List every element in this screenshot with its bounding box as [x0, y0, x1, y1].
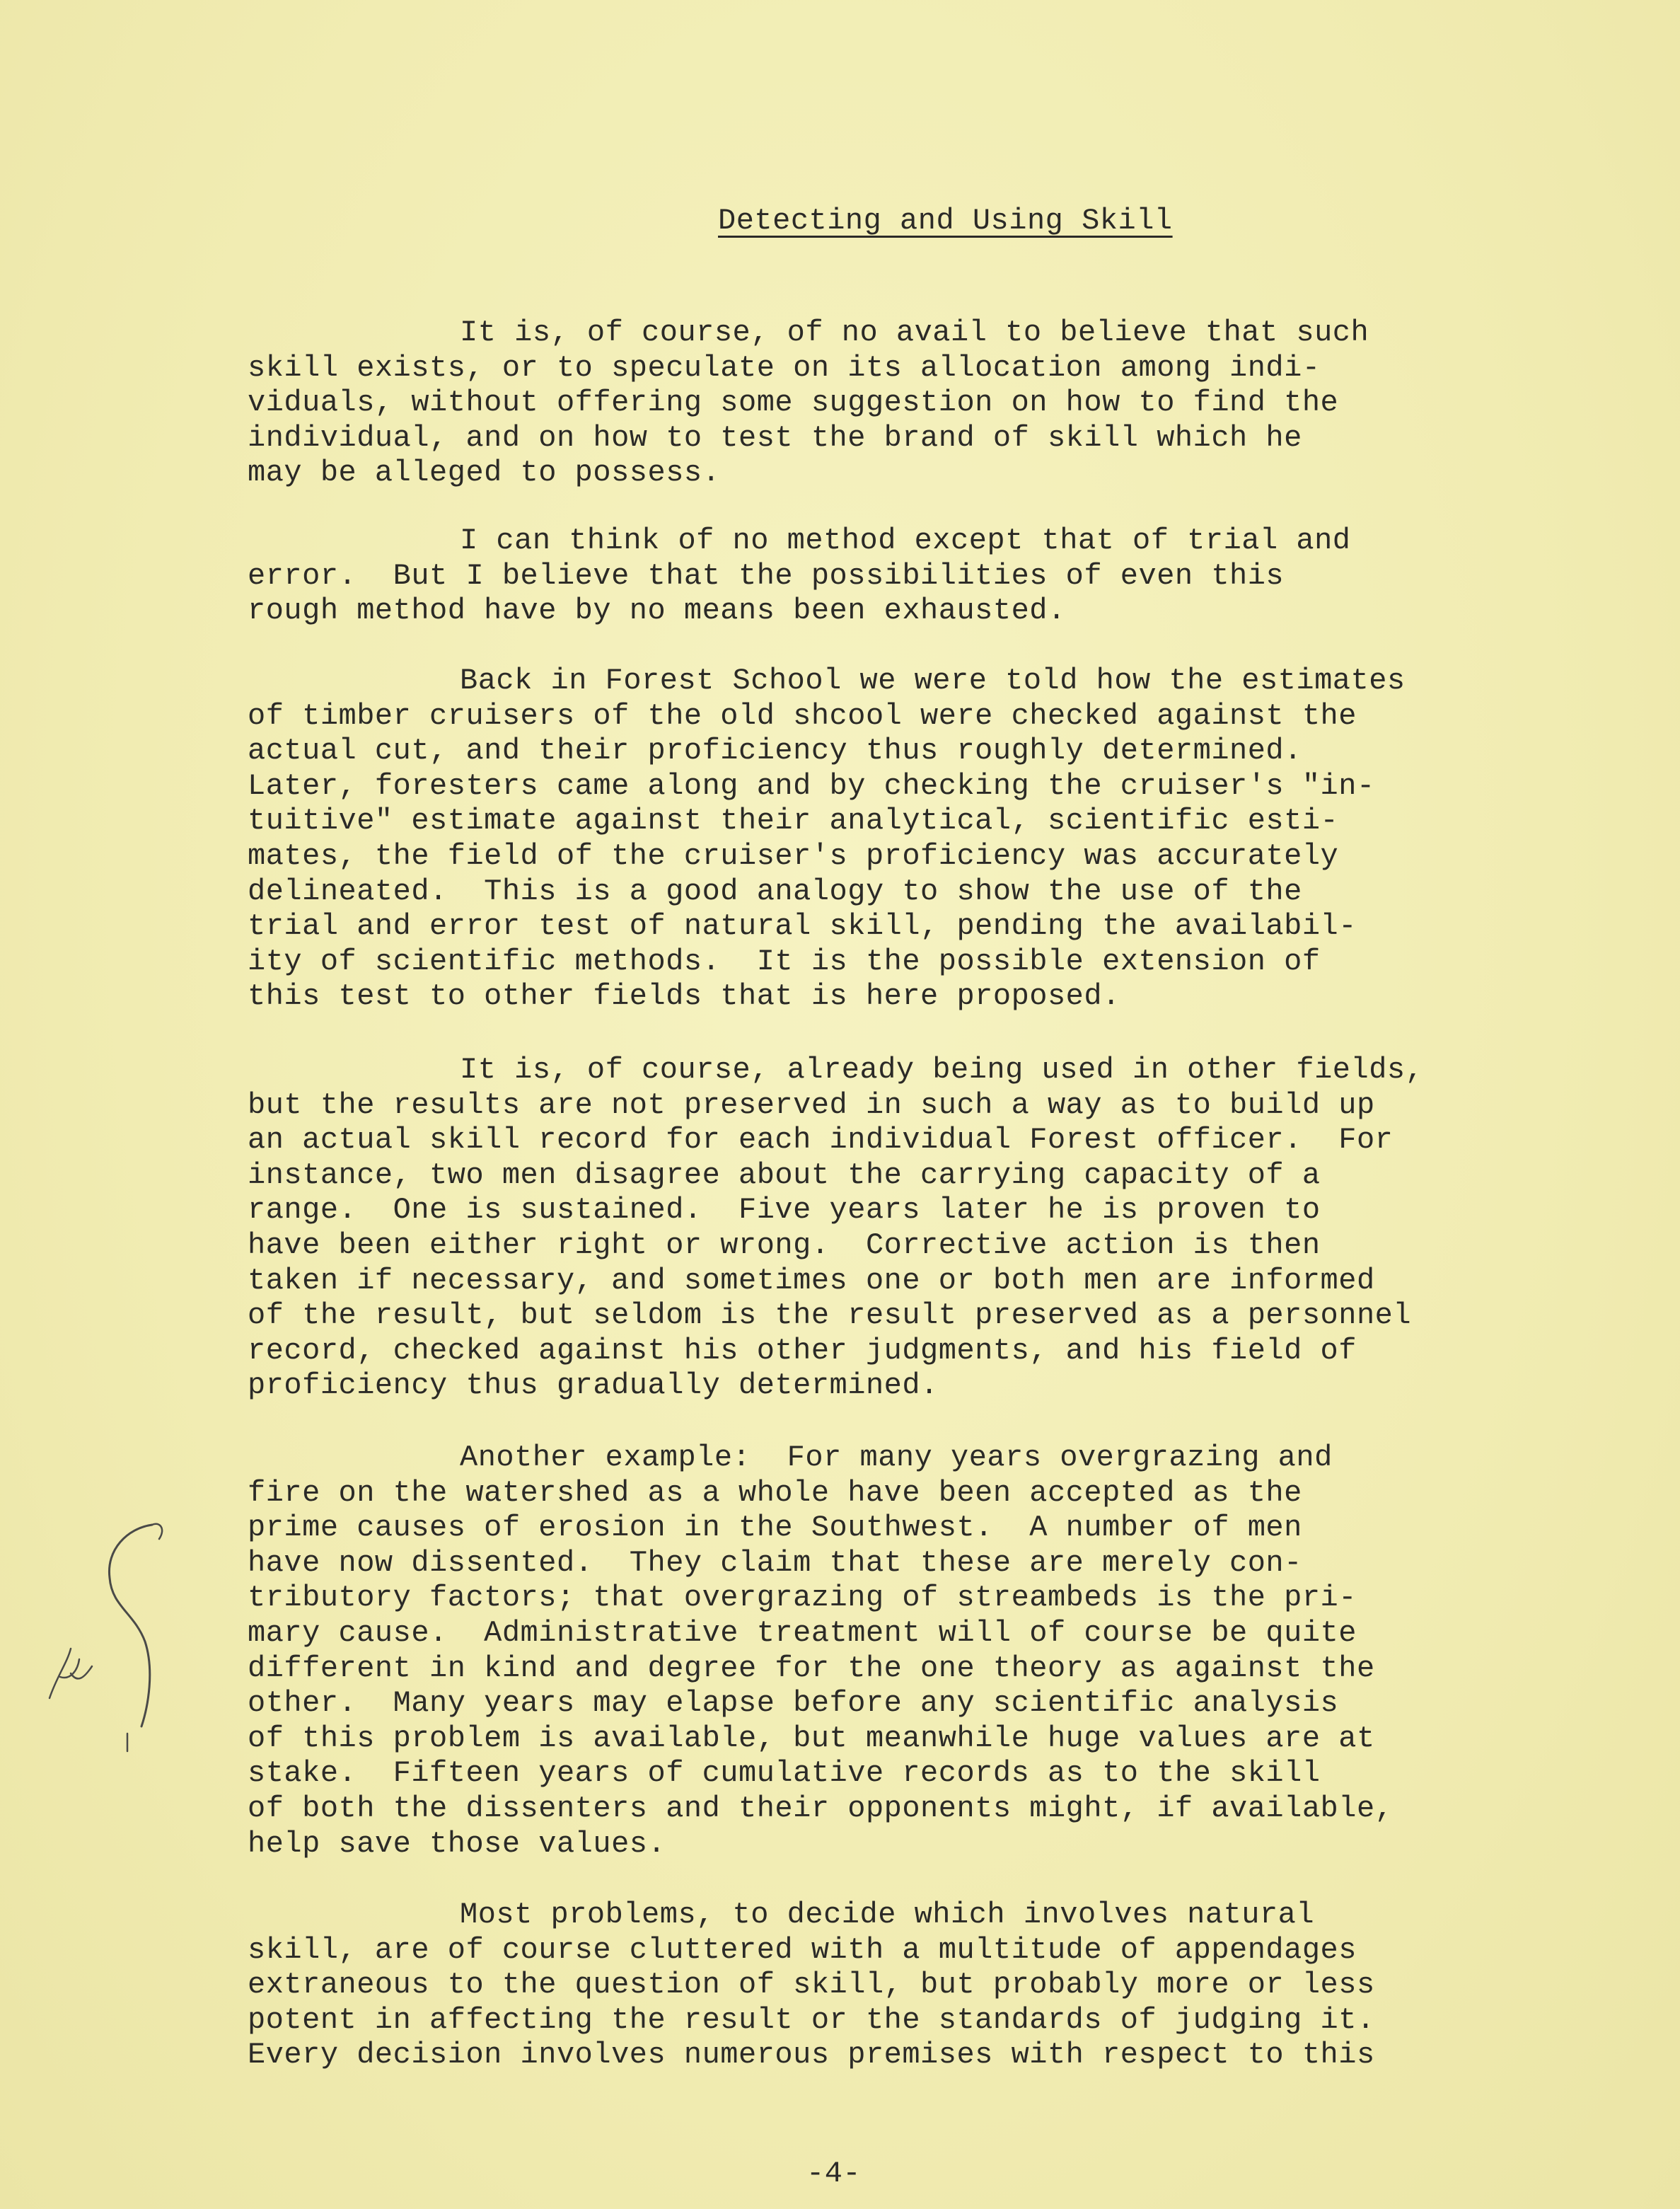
text-line: this test to other fields that is here proposed.	[248, 979, 1120, 1014]
text-line: of this problem is available, but meanwhile huge values are at	[248, 1721, 1375, 1755]
text-line: tributory factors; that overgrazing of streambeds is the pri-	[248, 1581, 1357, 1615]
text-line: Later, foresters came along and by checking the cruiser's "in-	[248, 768, 1375, 803]
text-line: range. One is sustained. Five years later he is proven to	[248, 1193, 1321, 1228]
paragraph-4	[248, 1053, 1606, 1404]
text-line: record, checked against his other judgments, and his field of	[248, 1333, 1357, 1368]
handwritten-margin-mark	[28, 1500, 198, 1755]
text-line: fire on the watershed as a whole have been accepted as the	[248, 1475, 1302, 1510]
text-line: but the results are not preserved in such a way as to build up	[248, 1088, 1375, 1122]
text-line: error. But I believe that the possibilities of even this	[248, 558, 1285, 593]
text-line: It is, of course, already being used in other fields,	[460, 1053, 1424, 1087]
text-line: mates, the field of the cruiser's proficiency was accurately	[248, 838, 1339, 873]
text-line: instance, two men disagree about the carrying capacity of a	[248, 1158, 1321, 1192]
text-line: rough method have by no means been exhausted.	[248, 594, 1066, 628]
text-line: an actual skill record for each individual Forest officer. For	[248, 1123, 1394, 1158]
text-line: I can think of no method except that of trial and	[460, 524, 1351, 558]
text-line: help save those values.	[248, 1826, 666, 1861]
text-line: stake. Fifteen years of cumulative records as to the skill	[248, 1756, 1321, 1791]
text-line: have been either right or wrong. Corrective action is then	[248, 1228, 1321, 1262]
text-line: mary cause. Administrative treatment will of course be quite	[248, 1615, 1357, 1650]
paragraph-2	[248, 524, 1606, 629]
text-line: actual cut, and their proficiency thus roughly determined.	[248, 734, 1302, 768]
text-line: extraneous to the question of skill, but probably more or less	[248, 1968, 1375, 2002]
text-line: skill, are of course cluttered with a multitude of appendages	[248, 1932, 1357, 1967]
text-line: delineated. This is a good analogy to show the use of the	[248, 874, 1302, 909]
text-line: trial and error test of natural skill, pending the availabil-	[248, 909, 1357, 944]
text-line: proficiency thus gradually determined.	[248, 1368, 939, 1403]
text-line: Most problems, to decide which involves natural	[460, 1898, 1315, 1932]
page-number: -4-	[806, 2157, 862, 2191]
paragraph-5	[248, 1441, 1606, 1862]
text-line: Another example: For many years overgrazing and	[460, 1441, 1333, 1475]
page-title: Detecting and Using Skill	[718, 204, 1173, 238]
text-line: of timber cruisers of the old shcool were checked against the	[248, 698, 1357, 733]
paragraph-1	[248, 316, 1606, 491]
text-line: viduals, without offering some suggestion on how to find the	[248, 386, 1339, 420]
text-line: have now dissented. They claim that these are merely con-	[248, 1545, 1302, 1580]
paragraph-6	[248, 1898, 1606, 2073]
text-line: skill exists, or to speculate on its allocation among indi-	[248, 350, 1321, 385]
text-line: may be alleged to possess.	[248, 456, 721, 490]
text-line: taken if necessary, and sometimes one or both men are informed	[248, 1263, 1375, 1298]
text-line: of both the dissenters and their opponents might, if available,	[248, 1791, 1394, 1826]
paragraph-3	[248, 664, 1606, 1015]
text-line: potent in affecting the result or the standards of judging it.	[248, 2002, 1375, 2037]
text-line: of the result, but seldom is the result preserved as a personnel	[248, 1298, 1412, 1333]
text-line: It is, of course, of no avail to believe that such	[460, 316, 1369, 350]
text-line: tuitive" estimate against their analytical, scientific esti-	[248, 804, 1339, 838]
text-line: different in kind and degree for the one theory as against the	[248, 1651, 1375, 1685]
text-line: individual, and on how to test the brand of skill which he	[248, 420, 1302, 455]
text-line: prime causes of erosion in the Southwest. A number of men	[248, 1511, 1302, 1545]
text-line: ity of scientific methods. It is the possible extension of	[248, 944, 1321, 979]
text-line: Every decision involves numerous premises with respect to this	[248, 2038, 1375, 2072]
text-line: Back in Forest School we were told how the estimates	[460, 664, 1406, 698]
text-line: other. Many years may elapse before any scientific analysis	[248, 1686, 1339, 1721]
